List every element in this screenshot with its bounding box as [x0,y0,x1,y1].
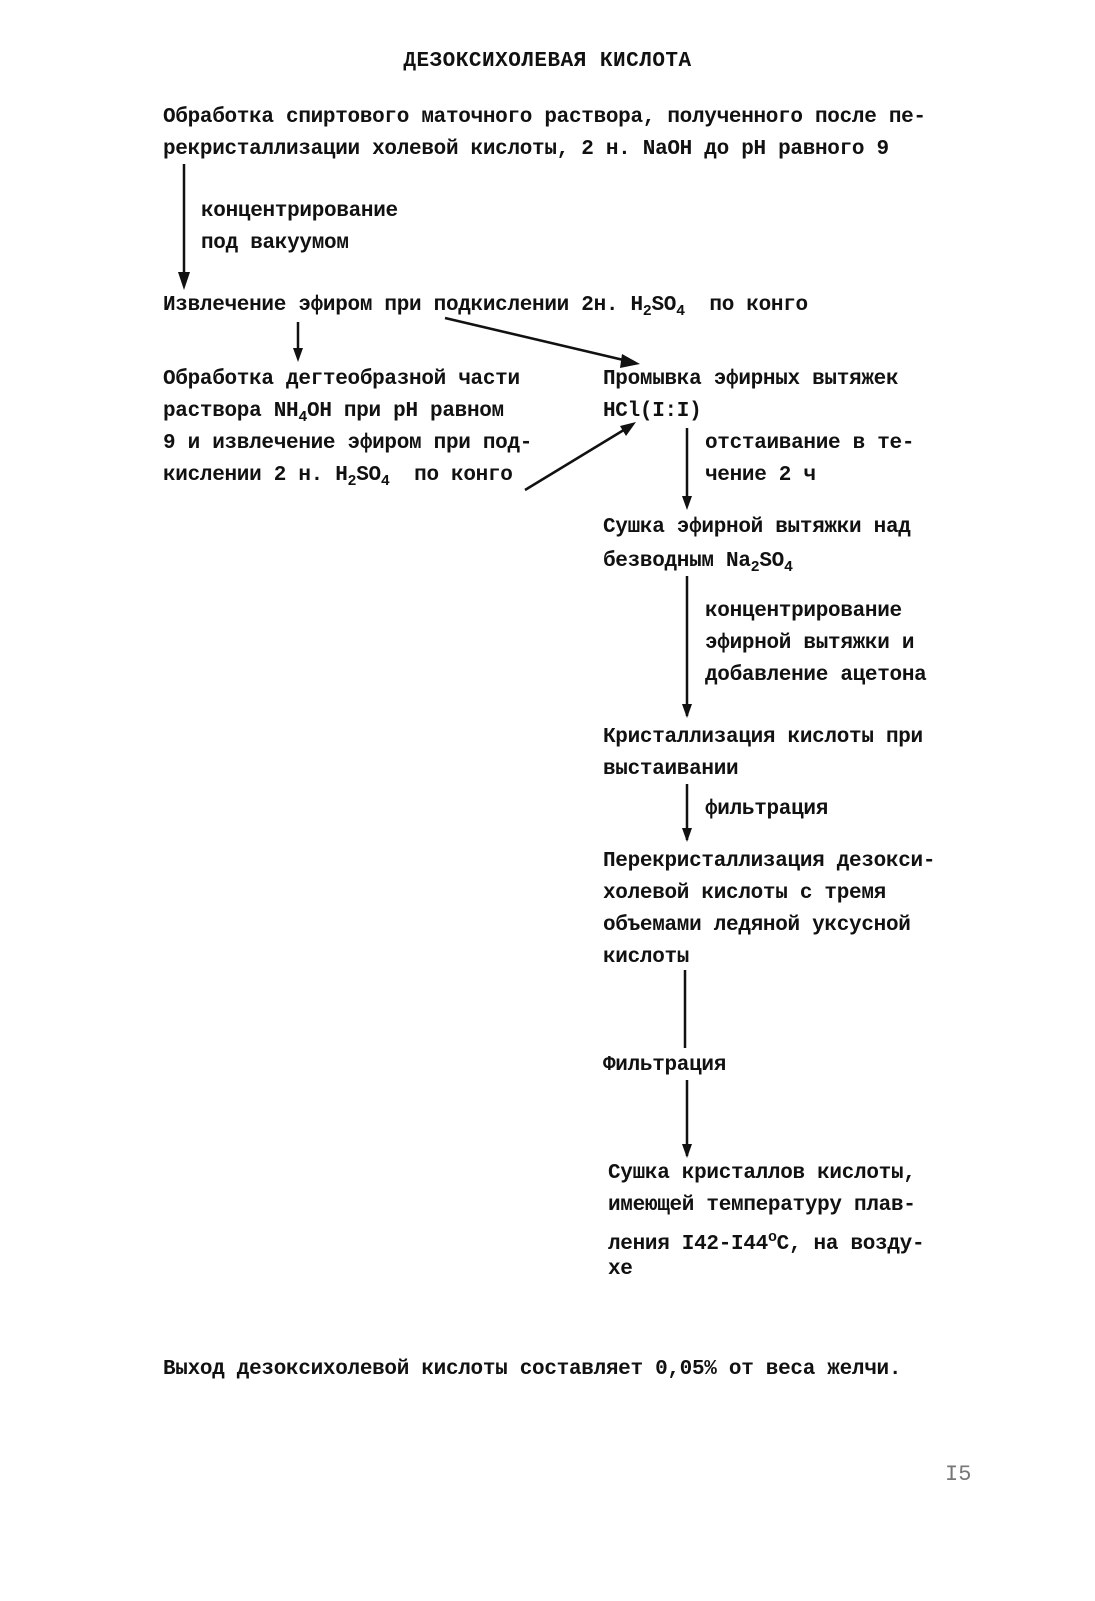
settle-label-line1: отстаивание в те- [705,432,915,455]
vacuum-label-line1: концентрирование [201,200,398,223]
arrow-tar-to-wash [525,425,632,490]
recrystallization-step-line3: объемами ледяной уксусной [603,914,911,937]
tar-step-line4: кислении 2 н. $H_2SO_4$ по конго [163,464,513,490]
recrystallization-step-line4: кислоты [603,946,690,969]
crystallization-step-line1: Кристаллизация кислоты при [603,726,923,749]
recrystallization-step-line2: холевой кислоты с тремя [603,882,886,905]
arrowhead-3 [620,354,640,368]
tar-step-line3: 9 и извлечение эфиром при под- [163,432,533,455]
final-step-line4: хе [608,1258,633,1281]
arrowhead-1 [178,272,190,290]
final-step-line1: Сушка кристаллов кислоты, [608,1162,916,1185]
dry-step-line2: безводным $Na_2SO_4$ [603,550,793,576]
page-title: ДЕЗОКСИХОЛЕВАЯ КИСЛОТА [403,50,692,73]
dry-step-line1: Сушка эфирной вытяжки над [603,516,911,539]
start-step-line1: Обработка спиртового маточного раствора, полученного после пе- [163,106,926,129]
concentrate-label-line3: добавление ацетона [705,664,927,687]
extraction-step: Извлечение эфиром при подкислении 2н. $H_2SO_4$ по конго [163,294,808,320]
wash-step-line1: Промывка эфирных вытяжек [603,368,899,391]
filtration-step: Фильтрация [603,1054,727,1077]
arrow-extraction-to-wash [445,318,632,362]
filtration-label: фильтрация [705,798,829,821]
recrystallization-step-line1: Перекристаллизация дезокси- [603,850,936,873]
arrowhead-4 [620,422,636,436]
vacuum-label-line2: под вакуумом [201,232,349,255]
page-number: I5 [945,1462,972,1487]
concentrate-label-line2: эфирной вытяжки и [705,632,915,655]
final-step-line2: имеющей температуру плав- [608,1194,916,1217]
yield-statement: Выход дезоксихолевой кислоты составляет 0,05% от веса желчи. [163,1358,902,1381]
arrowhead-8 [682,1144,692,1158]
tar-step-line2: раствора $NH_4OH$ при pH равном [163,400,504,426]
start-step-line2: рекристаллизации холевой кислоты, 2 н. NaOH до pH равного 9 [163,138,889,161]
arrowhead-5 [682,496,692,510]
wash-step-line2: HCl(I:I) [603,400,702,423]
arrowhead-6 [682,704,692,718]
crystallization-step-line2: выстаивании [603,758,739,781]
final-step-line3: ления $I42-I44^оС$, на возду- [608,1229,925,1256]
arrowhead-7 [682,828,692,842]
settle-label-line2: чение 2 ч [705,464,816,487]
arrowhead-2 [293,348,303,362]
concentrate-label-line1: концентрирование [705,600,902,623]
tar-step-line1: Обработка дегтеобразной части [163,368,520,391]
